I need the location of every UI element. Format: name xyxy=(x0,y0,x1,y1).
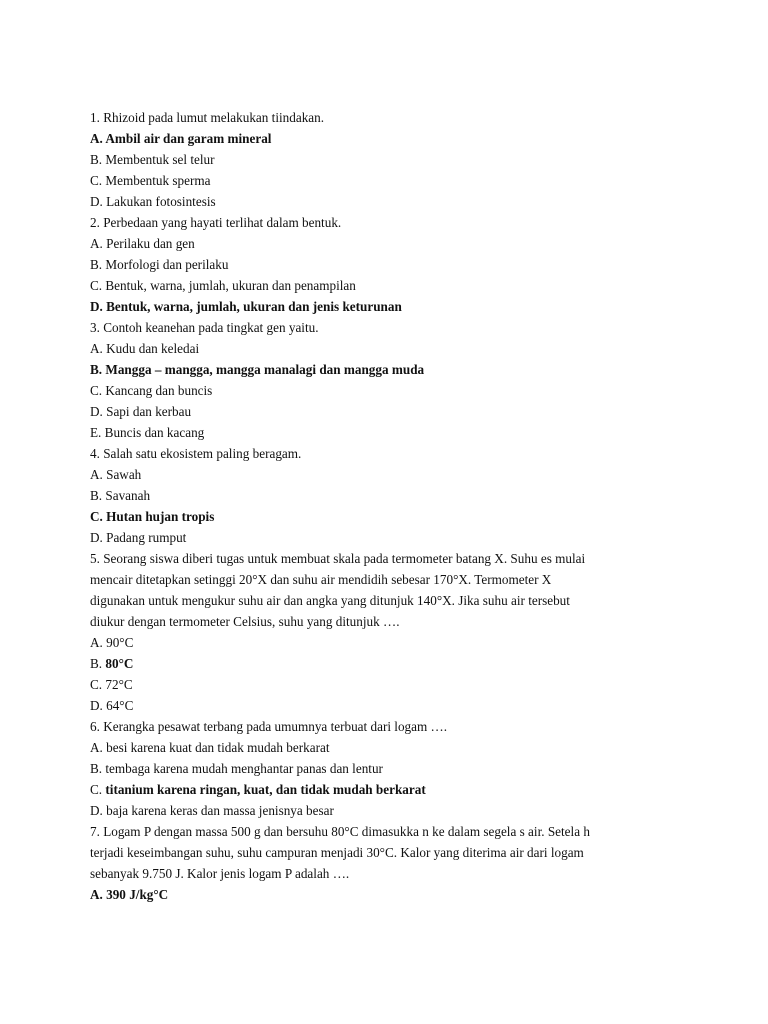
answer-option: C. Kancang dan buncis xyxy=(90,383,213,398)
question-stem-line: terjadi keseimbangan suhu, suhu campuran menjadi 30°C. Kalor yang diterima air dari logam xyxy=(90,845,584,860)
answer-option: B. Membentuk sel telur xyxy=(90,152,215,167)
answer-option: D. 64°C xyxy=(90,698,134,713)
answer-option: A. 390 J/kg°C xyxy=(90,887,169,902)
answer-option: D. baja karena keras dan massa jenisnya besar xyxy=(90,803,334,818)
question-stem-line: diukur dengan termometer Celsius, suhu yang ditunjuk …. xyxy=(90,614,400,629)
question-stem-line: mencair ditetapkan setinggi 20°X dan suhu air mendidih sebesar 170°X. Termometer X xyxy=(90,572,552,587)
answer-option: D. Lakukan fotosintesis xyxy=(90,194,216,209)
answer-option: C. Membentuk sperma xyxy=(90,173,211,188)
answer-option: B. Mangga – mangga, mangga manalagi dan mangga muda xyxy=(90,362,425,377)
answer-option: A. besi karena kuat dan tidak mudah berkarat xyxy=(90,740,330,755)
answer-option: C. 72°C xyxy=(90,677,133,692)
option-letter: B. xyxy=(90,656,106,671)
question-stem-line: sebanyak 9.750 J. Kalor jenis logam P adalah …. xyxy=(90,866,350,881)
answer-option: D. Padang rumput xyxy=(90,530,187,545)
question-stem-line: 2. Perbedaan yang hayati terlihat dalam bentuk. xyxy=(90,215,342,230)
option-letter: C. xyxy=(90,782,106,797)
answer-option xyxy=(90,653,690,674)
answer-option: A. Ambil air dan garam mineral xyxy=(90,131,272,146)
question-stem-line: 7. Logam P dengan massa 500 g dan bersuhu 80°C dimasukka n ke dalam segela s air. Setela h xyxy=(90,824,590,839)
answer-option: C. Hutan hujan tropis xyxy=(90,509,215,524)
answer-option xyxy=(90,779,690,800)
answer-option: A. Sawah xyxy=(90,467,142,482)
answer-option: D. Bentuk, warna, jumlah, ukuran dan jenis keturunan xyxy=(90,299,402,314)
document-page xyxy=(90,107,690,905)
answer-option: A. Kudu dan keledai xyxy=(90,341,200,356)
answer-option: D. Sapi dan kerbau xyxy=(90,404,192,419)
answer-option: B. Savanah xyxy=(90,488,151,503)
answer-option: B. Morfologi dan perilaku xyxy=(90,257,229,272)
answer-option: C. Bentuk, warna, jumlah, ukuran dan penampilan xyxy=(90,278,356,293)
question-stem-line: 1. Rhizoid pada lumut melakukan tiindakan. xyxy=(90,110,325,125)
question-stem-line: digunakan untuk mengukur suhu air dan angka yang ditunjuk 140°X. Jika suhu air tersebut xyxy=(90,593,570,608)
answer-option: B. tembaga karena mudah menghantar panas dan lentur xyxy=(90,761,383,776)
question-stem-line: 5. Seorang siswa diberi tugas untuk membuat skala pada termometer batang X. Suhu es mulai xyxy=(90,551,586,566)
question-stem-line: 6. Kerangka pesawat terbang pada umumnya terbuat dari logam …. xyxy=(90,719,448,734)
answer-option: E. Buncis dan kacang xyxy=(90,425,205,440)
answer-option: A. 90°C xyxy=(90,635,134,650)
answer-option: A. Perilaku dan gen xyxy=(90,236,195,251)
option-text: 80°C xyxy=(105,656,134,671)
question-stem-line: 3. Contoh keanehan pada tingkat gen yaitu. xyxy=(90,320,319,335)
option-text: titanium karena ringan, kuat, dan tidak mudah berkarat xyxy=(105,782,426,797)
question-stem-line: 4. Salah satu ekosistem paling beragam. xyxy=(90,446,302,461)
